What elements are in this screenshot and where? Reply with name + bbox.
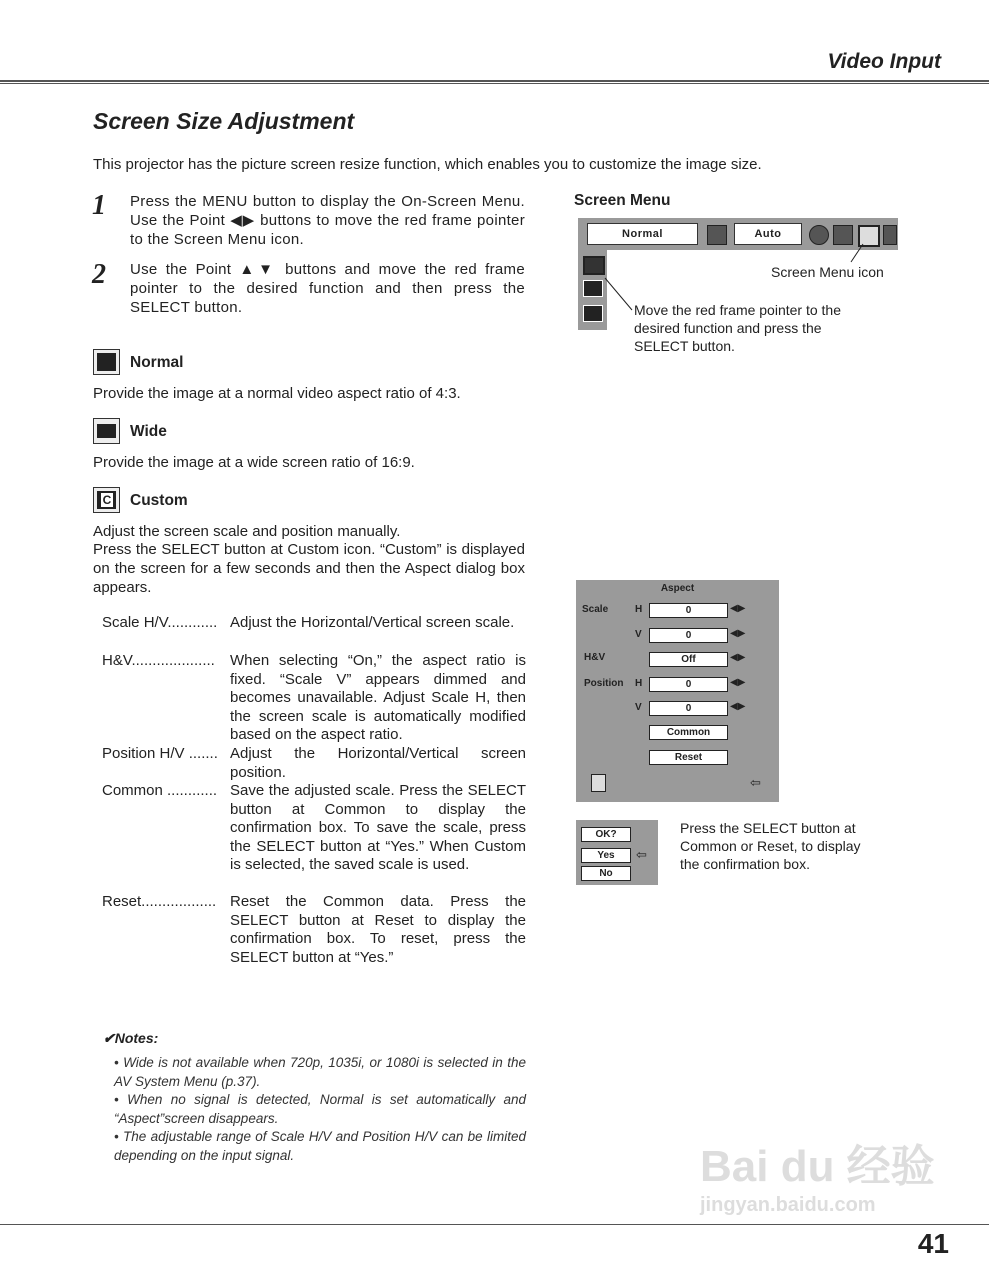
left-right-arrows-icon[interactable]: ◀▶	[730, 628, 746, 639]
custom-instructions: Press the SELECT button at Custom icon. “Custom” is displayed on the screen for a few seconds and then the Aspect dialog box appears.	[93, 541, 525, 596]
note-item: • When no signal is detected, Normal is set automatically and “Aspect”screen disappears.	[114, 1092, 526, 1126]
item-text: Adjust the Horizontal/Vertical screen scale.	[230, 614, 515, 631]
top-rule	[0, 80, 989, 84]
custom-description: Adjust the screen scale and position manually.	[93, 523, 401, 540]
common-button[interactable]: Common	[649, 725, 728, 740]
item-term: Reset..................	[102, 893, 217, 910]
watermark-url: jingyan.baidu.com	[700, 1194, 876, 1216]
position-h-value[interactable]: 0	[649, 677, 728, 692]
item-text: When selecting “On,” the aspect ratio is fixed. “Scale V” appears dimmed and becomes unavailable. Adjust Scale H, then the screen scale is automatically modified based on the aspect ratio.	[230, 652, 526, 743]
position-v-value[interactable]: 0	[649, 701, 728, 716]
normal-description: Provide the image at a normal video aspect ratio of 4:3.	[93, 385, 461, 402]
no-button[interactable]: No	[581, 866, 631, 881]
scale-v-value[interactable]: 0	[649, 628, 728, 643]
ok-prompt: OK?	[581, 827, 631, 842]
pointer-arrow-icon: ⇦	[636, 847, 647, 862]
wide-description: Provide the image at a wide screen ratio of 16:9.	[93, 454, 415, 471]
left-right-arrows-icon[interactable]: ◀▶	[730, 701, 746, 712]
note-item: • The adjustable range of Scale H/V and Position H/V can be limited depending on the input signal.	[114, 1129, 526, 1163]
aspect-dialog	[576, 580, 779, 802]
screen-menu-label: Screen Menu	[574, 192, 671, 209]
normal-heading: Normal	[130, 354, 184, 371]
display-mode-field: Normal	[587, 223, 698, 245]
exit-icon[interactable]	[591, 774, 606, 792]
hv-label: H&V	[584, 652, 606, 663]
wide-icon	[93, 418, 120, 444]
step-1-number: 1	[92, 190, 106, 221]
pointer-caption: Move the red frame pointer to the desired function and press the SELECT button.	[634, 302, 841, 354]
notes-title: ✔Notes:	[103, 1030, 159, 1046]
custom-icon: C	[93, 487, 120, 513]
item-term: H&V....................	[102, 652, 215, 669]
yes-button[interactable]: Yes	[581, 848, 631, 863]
setting-icon	[883, 225, 897, 245]
left-right-arrows-icon[interactable]: ◀▶	[730, 652, 746, 663]
page-number: 41	[917, 1228, 949, 1259]
page-title: Screen Size Adjustment	[93, 108, 355, 134]
section-header: Video Input	[827, 50, 941, 73]
reset-button[interactable]: Reset	[649, 750, 728, 765]
back-arrow-icon[interactable]: ⇦	[750, 775, 761, 790]
bottom-rule	[0, 1224, 989, 1225]
position-label: Position	[584, 678, 624, 689]
custom-heading: Custom	[130, 492, 188, 509]
position-v-label: V	[635, 702, 642, 713]
step-2-text: Use the Point ▲▼ buttons and move the red frame pointer to the desired function and then press the SELECT button.	[130, 261, 525, 316]
hv-value[interactable]: Off	[649, 652, 728, 667]
watermark-logo: Bai du 经验	[700, 1142, 935, 1191]
aspect-title: Aspect	[660, 583, 695, 594]
note-item: • Wide is not available when 720p, 1035i, or 1080i is selected in the AV System Menu (p.37).	[114, 1055, 526, 1089]
left-right-arrows-icon[interactable]: ◀▶	[730, 603, 746, 614]
item-text: Reset the Common data. Press the SELECT button at Reset to display the confirmation box. To reset, press the SELECT button at “Yes.”	[230, 893, 526, 966]
item-term: Common ............	[102, 782, 218, 799]
screen-menu-icon-caption: Screen Menu icon	[771, 264, 884, 280]
left-right-arrows-icon[interactable]: ◀▶	[730, 677, 746, 688]
step-1-text: Press the MENU button to display the On-Screen Menu. Use the Point ◀▶ buttons to move the red frame pointer to the Screen Menu icon.	[130, 193, 525, 248]
scale-v-label: V	[635, 629, 642, 640]
confirm-caption: Press the SELECT button at Common or Reset, to display the confirmation box.	[680, 820, 861, 872]
step-2-number: 2	[92, 259, 106, 290]
intro-text: This projector has the picture screen resize function, which enables you to customize the image size.	[93, 156, 762, 173]
scale-h-label: H	[635, 604, 643, 615]
item-text: Adjust the Horizontal/Vertical screen position.	[230, 745, 526, 781]
auto-field: Auto	[734, 223, 802, 245]
checkmark-icon: ✔	[103, 1030, 115, 1046]
scale-label: Scale	[582, 604, 609, 615]
item-term: Scale H/V............	[102, 614, 218, 631]
confirmation-box	[576, 820, 658, 885]
normal-icon	[93, 349, 120, 375]
position-h-label: H	[635, 678, 643, 689]
wide-heading: Wide	[130, 423, 167, 440]
item-text: Save the adjusted scale. Press the SELECT button at Common to display the confirmation box. To save the scale, press the SELECT button at “Yes.” When Custom is selected, the saved scale is used.	[230, 782, 526, 873]
item-term: Position H/V .......	[102, 745, 218, 762]
scale-h-value[interactable]: 0	[649, 603, 728, 618]
